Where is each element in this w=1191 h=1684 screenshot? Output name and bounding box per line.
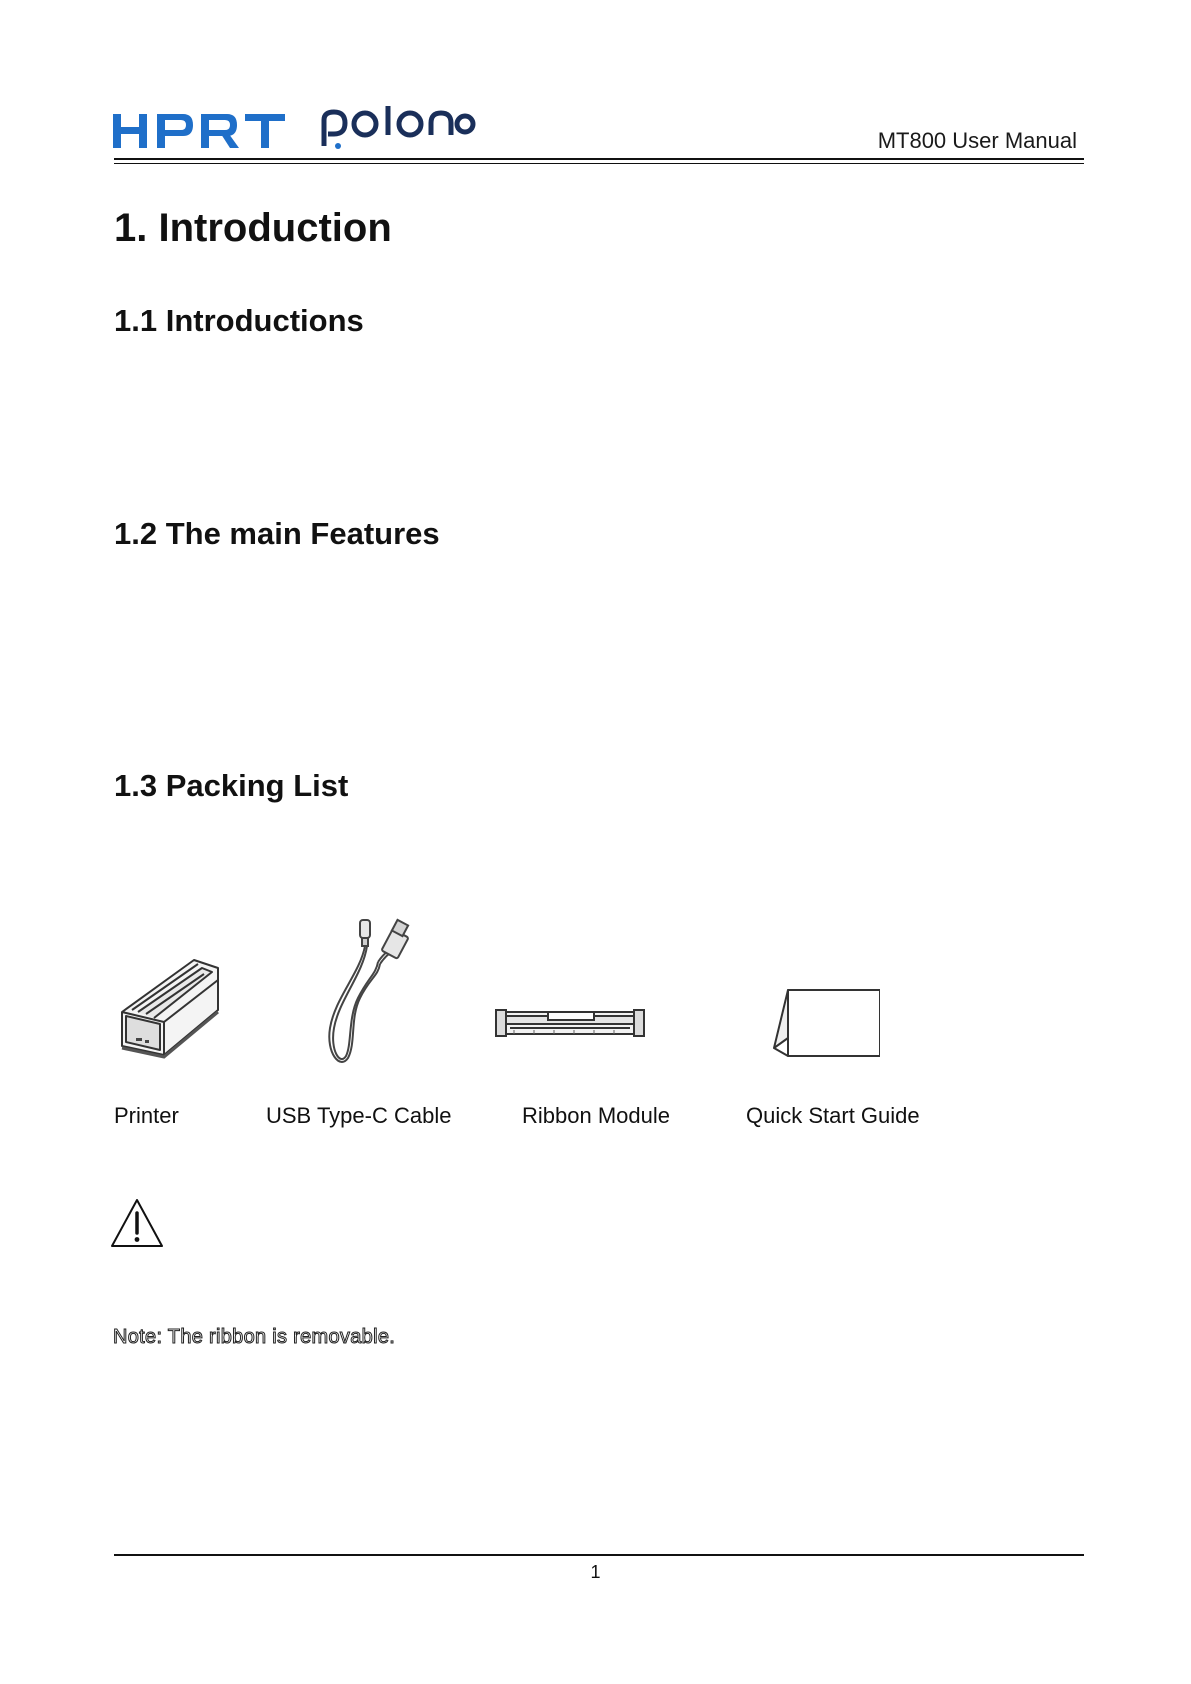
header-rule xyxy=(114,158,1084,160)
footer-rule xyxy=(114,1554,1084,1556)
polono-logo xyxy=(318,104,476,152)
chapter-title: 1. Introduction xyxy=(114,206,392,250)
section-title-packing-list: 1.3 Packing List xyxy=(114,768,349,803)
quick-start-guide-icon xyxy=(760,930,880,1080)
page-number: 1 xyxy=(590,1562,601,1582)
header-rule-thin xyxy=(114,163,1084,164)
packing-item-label: USB Type-C Cable xyxy=(266,1103,452,1128)
warning-triangle-icon xyxy=(109,1197,165,1249)
section-title-introductions: 1.1 Introductions xyxy=(114,303,364,338)
packing-item-label: Ribbon Module xyxy=(522,1103,670,1128)
printer-icon xyxy=(114,930,232,1080)
packing-item-label: Quick Start Guide xyxy=(746,1103,920,1128)
packing-item-label: Printer xyxy=(114,1103,179,1128)
document-title: MT800 User Manual xyxy=(877,128,1077,153)
hprt-logo xyxy=(113,112,285,152)
section-title-main-features: 1.2 The main Features xyxy=(114,516,440,551)
caution-note: Note: The ribbon is removable. xyxy=(113,1326,396,1348)
ribbon-module-icon xyxy=(494,930,646,1080)
usb-cable-icon xyxy=(300,918,420,1080)
